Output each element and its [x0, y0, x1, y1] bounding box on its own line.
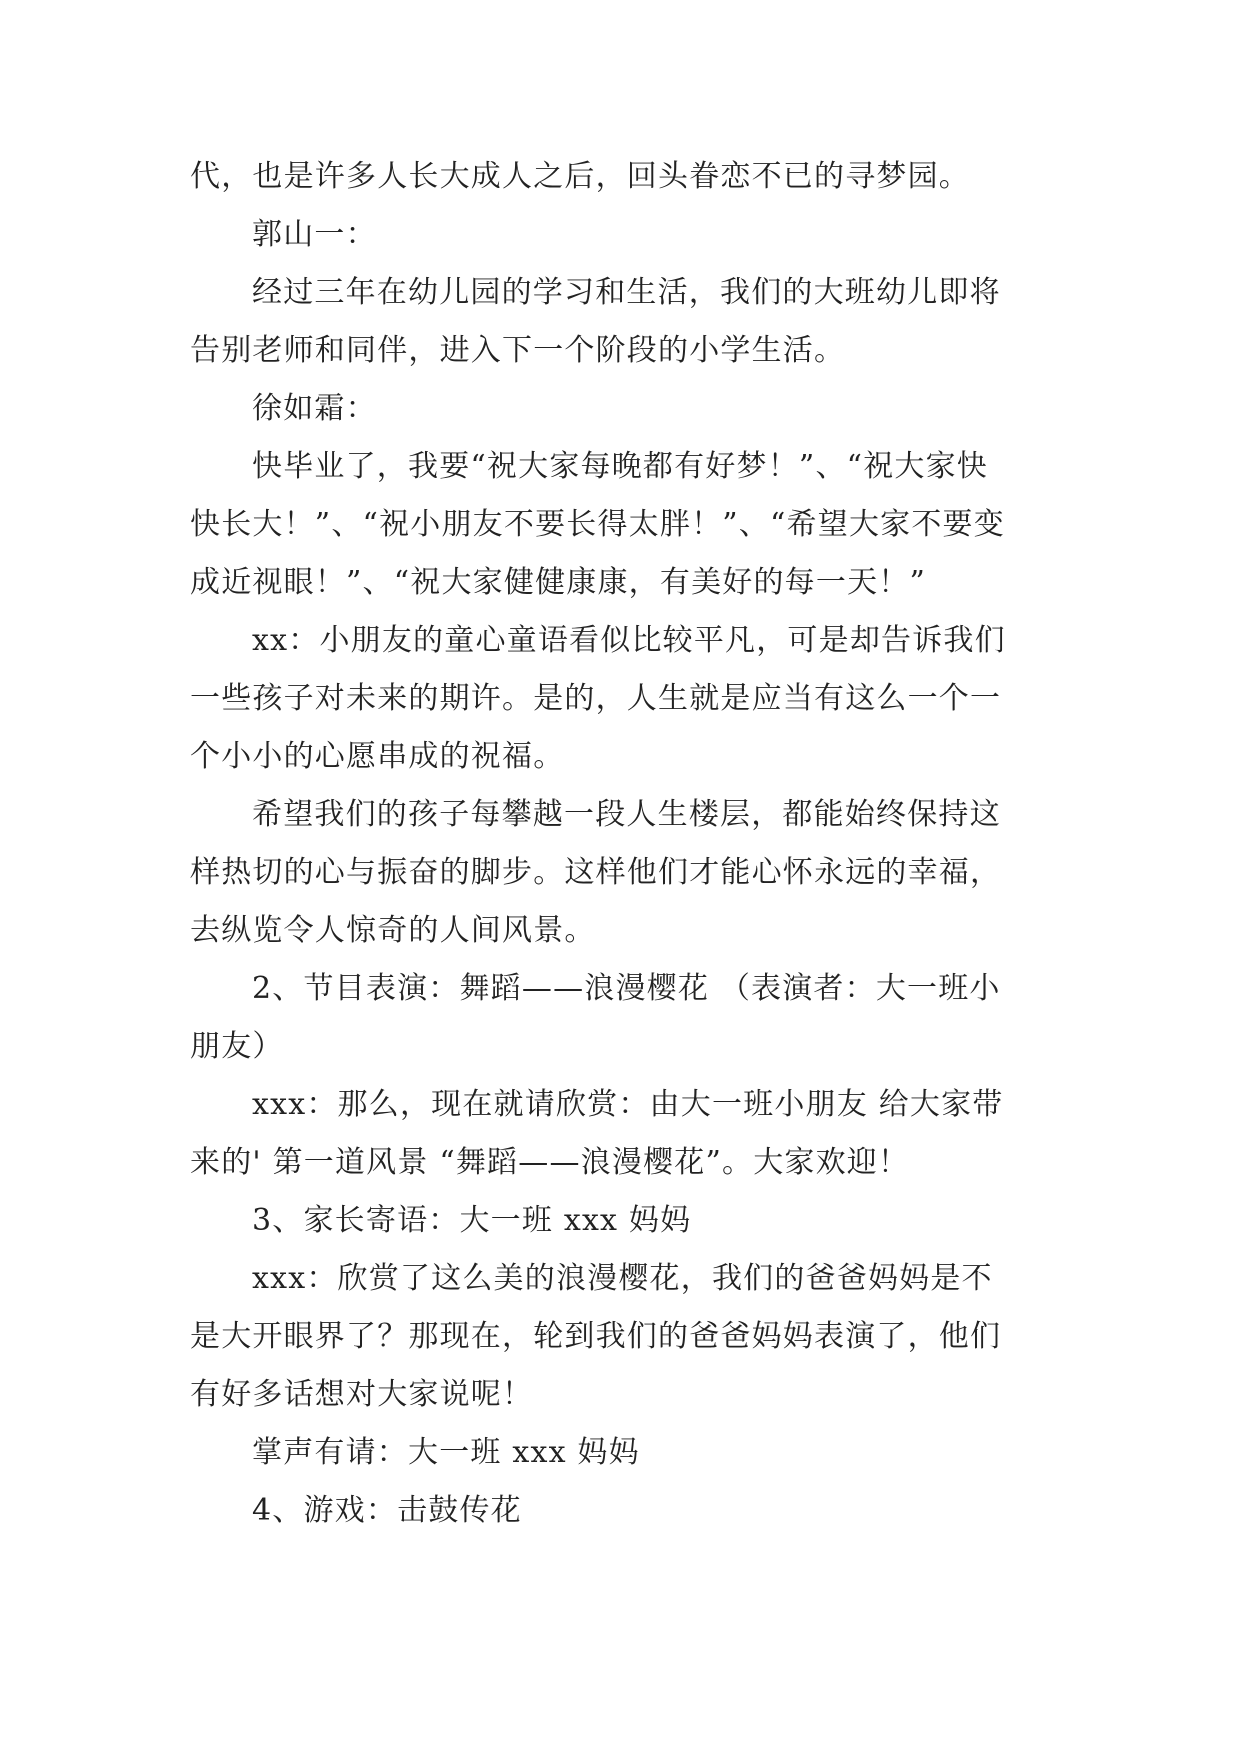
text-line: 快长大！”、“祝小朋友不要长得太胖！”、“希望大家不要变 [190, 507, 1005, 542]
text-line: xx：小朋友的童心童语看似比较平凡，可是却告诉我们 [252, 623, 1006, 658]
text-line: 一些孩子对未来的期许。是的，人生就是应当有这么一个一 [190, 681, 1002, 716]
section-heading: 4、游戏：击鼓传花 [252, 1493, 522, 1528]
speaker-label: 徐如霜： [252, 391, 377, 426]
speaker-label: 郭山一： [252, 217, 377, 252]
text-line: 来的' 第一道风景 “舞蹈——浪漫樱花”。大家欢迎！ [190, 1145, 910, 1180]
text-line: 快毕业了，我要“祝大家每晚都有好梦！”、“祝大家快 [252, 449, 989, 484]
text-line: xxx：欣赏了这么美的浪漫樱花，我们的爸爸妈妈是不 [252, 1261, 993, 1296]
text-line: 去纵览令人惊奇的人间风景。 [190, 913, 596, 948]
text-line: 告别老师和同伴，进入下一个阶段的小学生活。 [190, 333, 846, 368]
text-line: 样热切的心与振奋的脚步。这样他们才能心怀永远的幸福， [190, 855, 1002, 890]
text-line: 是大开眼界了？那现在，轮到我们的爸爸妈妈表演了，他们 [190, 1319, 1002, 1354]
text-line: 代，也是许多人长大成人之后，回头眷恋不已的寻梦园。 [190, 159, 970, 194]
section-heading: 3、家长寄语：大一班 xxx 妈妈 [252, 1203, 692, 1238]
section-heading: 2、节目表演：舞蹈——浪漫樱花 （表演者：大一班小 [252, 971, 1001, 1006]
text-line: 成近视眼！”、“祝大家健健康康，有美好的每一天！” [190, 565, 927, 600]
text-line: xxx：那么，现在就请欣赏：由大一班小朋友 给大家带 [252, 1087, 1004, 1122]
text-line: 希望我们的孩子每攀越一段人生楼层，都能始终保持这 [252, 797, 1001, 832]
text-line: 朋友） [190, 1029, 284, 1064]
text-line: 掌声有请：大一班 xxx 妈妈 [252, 1435, 640, 1470]
text-line: 经过三年在幼儿园的学习和生活，我们的大班幼儿即将 [252, 275, 1001, 310]
text-line: 有好多话想对大家说呢！ [190, 1377, 534, 1412]
text-line: 个小小的心愿串成的祝福。 [190, 739, 565, 774]
